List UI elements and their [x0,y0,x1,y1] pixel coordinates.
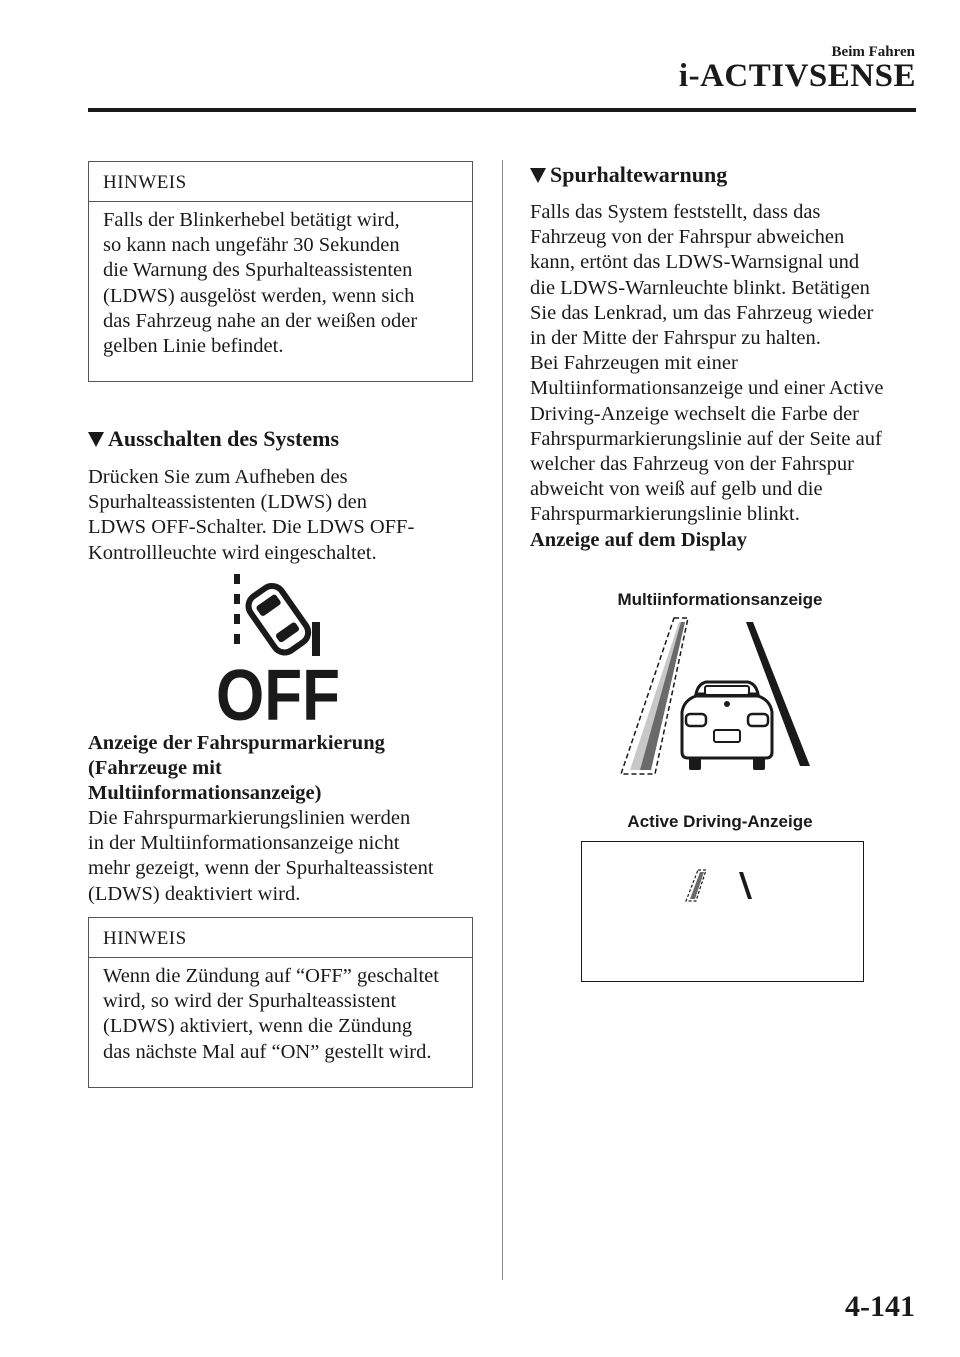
figure-label-active-driving: Active Driving-Anzeige [627,812,813,831]
car-rear-icon [682,682,772,770]
note-box-blinker [88,161,473,382]
paragraph-lane-display: Die Fahrspurmarkierungslinien werden in der Multiinformationsanzeige nicht mehr gezeigt, wenn der Spurhalteassistent (LDWS) deaktiviert wird. [88,807,434,905]
active-driving-display-frame [581,841,864,982]
paragraph-deactivate: Drücken Sie zum Aufheben des Spurhalteassistenten (LDWS) den LDWS OFF-Schalter. Die LDWS OFF- Kontrollleuchte wird eingeschaltet. [88,466,415,564]
multiinfo-display-illustration [610,612,830,782]
column-divider [502,160,503,1280]
header-section-label: Beim Fahren [831,44,915,60]
note-body: Wenn die Zündung auf “OFF” geschaltet wird, so wird der Spurhalteassistent (LDWS) aktiviert, wenn die Zündung das nächste Mal auf “ON” gestellt wird. [103,965,439,1063]
section-heading-text: Spurhaltewarnung [550,162,728,187]
section-heading-deactivate [88,426,339,452]
header-title: i-ACTIVSENSE [678,58,916,94]
section-heading-lane-warning [530,162,727,188]
active-driving-lane-lines [682,868,762,906]
off-icon-text: OFF [216,656,340,736]
note-box-ignition [88,917,473,1088]
triangle-bullet-icon [530,168,546,183]
subheading-display: Anzeige auf dem Display [530,529,747,551]
paragraph-lane-warning: Falls das System feststellt, dass das Fahrzeug von der Fahrspur abweichen kann, ertönt das LDWS-Warnsignal und die LDWS-Warnleuchte blinkt. Betätigen Sie das Lenkrad, um das Fahrzeug wieder in der Mitte der Fahrspur zu halten. Bei Fahrzeugen mit einer Multiinformationsanzeige und einer Active Driving-Anzeige wechselt die Farbe der Fahrspurmarkierungslinie auf der Seite auf welcher das Fahrzeug von der Fahrspur abweicht von weiß auf gelb und die Fahrspurmarkierungslinie blinkt. [530,201,884,526]
figure-label-multiinfo: Multiinformationsanzeige [617,590,823,609]
note-body: Falls der Blinkerhebel betätigt wird, so kann nach ungefähr 30 Sekunden die Warnung des Spurhalteassistenten (LDWS) ausgelöst werden, wenn sich das Fahrzeug nahe an der weißen oder gelben Linie befindet. [103,209,418,358]
section-heading-text: Ausschalten des Systems [108,426,340,451]
header-rule [88,108,916,112]
ldws-off-indicator-icon [212,572,344,736]
note-heading: HINWEIS [89,162,472,202]
note-heading: HINWEIS [89,918,472,958]
subheading-lane-display: Anzeige der Fahrspurmarkierung (Fahrzeuge mit Multiinformationsanzeige) [88,732,385,805]
triangle-bullet-icon [88,432,104,447]
page-number: 4-141 [845,1290,915,1323]
